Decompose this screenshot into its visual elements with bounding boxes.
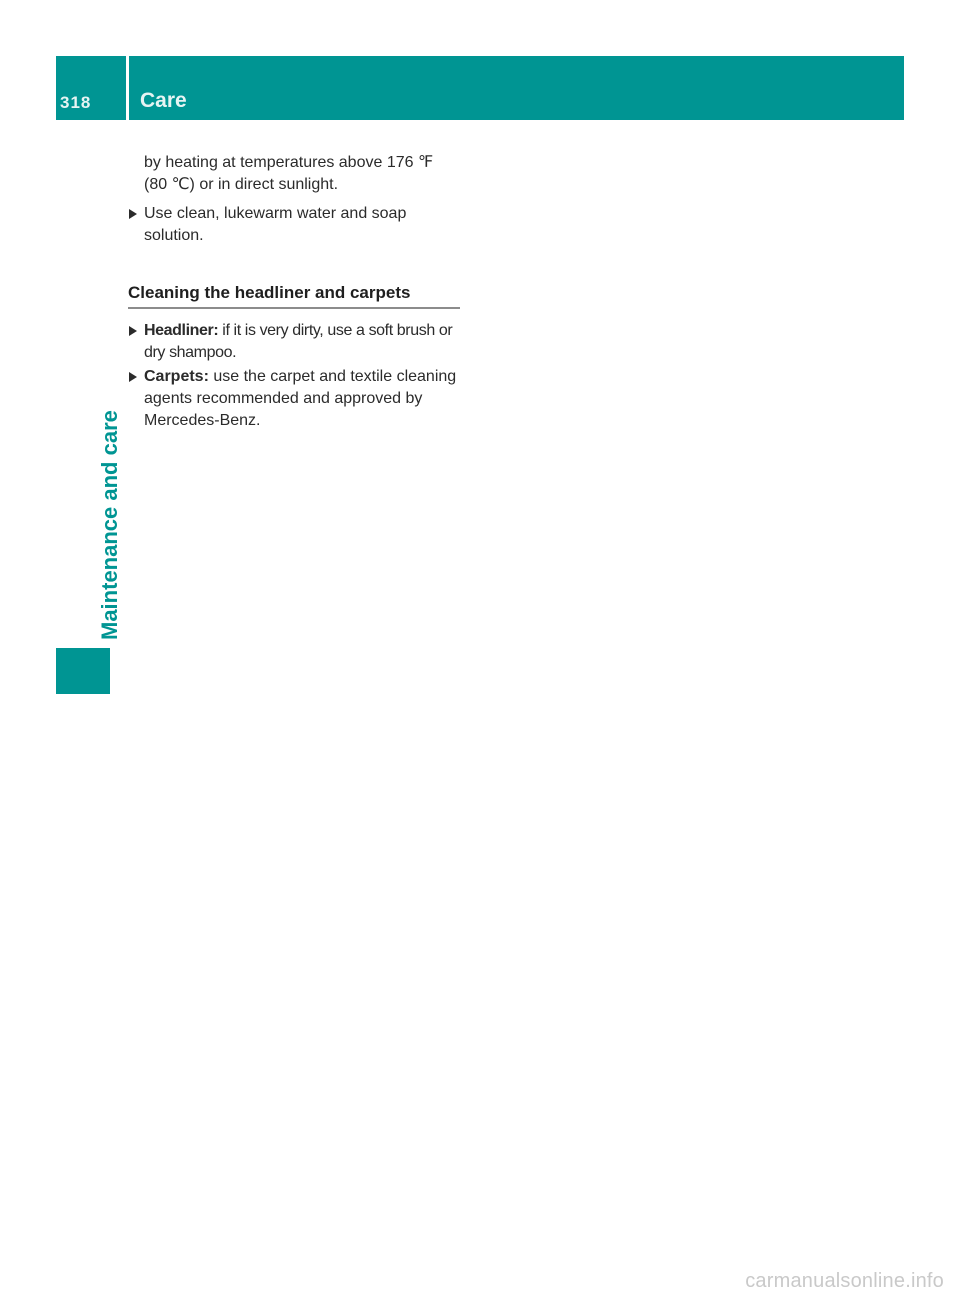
content-column (128, 152, 460, 434)
section-heading: Cleaning the headliner and carpets (128, 282, 460, 309)
step-text: if it is very dirty, use a soft brush or dry shampoo. (144, 322, 453, 361)
step-label: Headliner: (144, 322, 219, 339)
arrow-right-icon (129, 372, 137, 382)
side-tab-label: Maintenance and care (97, 410, 122, 640)
step-text: Use clean, lukewarm water and soap solution. (144, 205, 407, 244)
page-number: 318 (60, 93, 92, 112)
step-headliner (128, 320, 460, 364)
header-divider (126, 56, 129, 120)
watermark: carmanualsonline.info (745, 1270, 944, 1292)
section-title: Care (140, 89, 187, 112)
step-label: Carpets: (144, 368, 209, 385)
step-clean-water (128, 203, 460, 247)
step-carpets (128, 366, 460, 432)
step-text: use the carpet and textile cleaning agents recommended and approved by Mercedes-Benz. (144, 368, 457, 429)
arrow-right-icon (129, 326, 137, 336)
intro-continuation: by heating at temperatures above 176 ℉ (80 ℃) or in direct sunlight. (144, 154, 434, 193)
side-tab-block (56, 648, 110, 694)
arrow-right-icon (129, 209, 137, 219)
